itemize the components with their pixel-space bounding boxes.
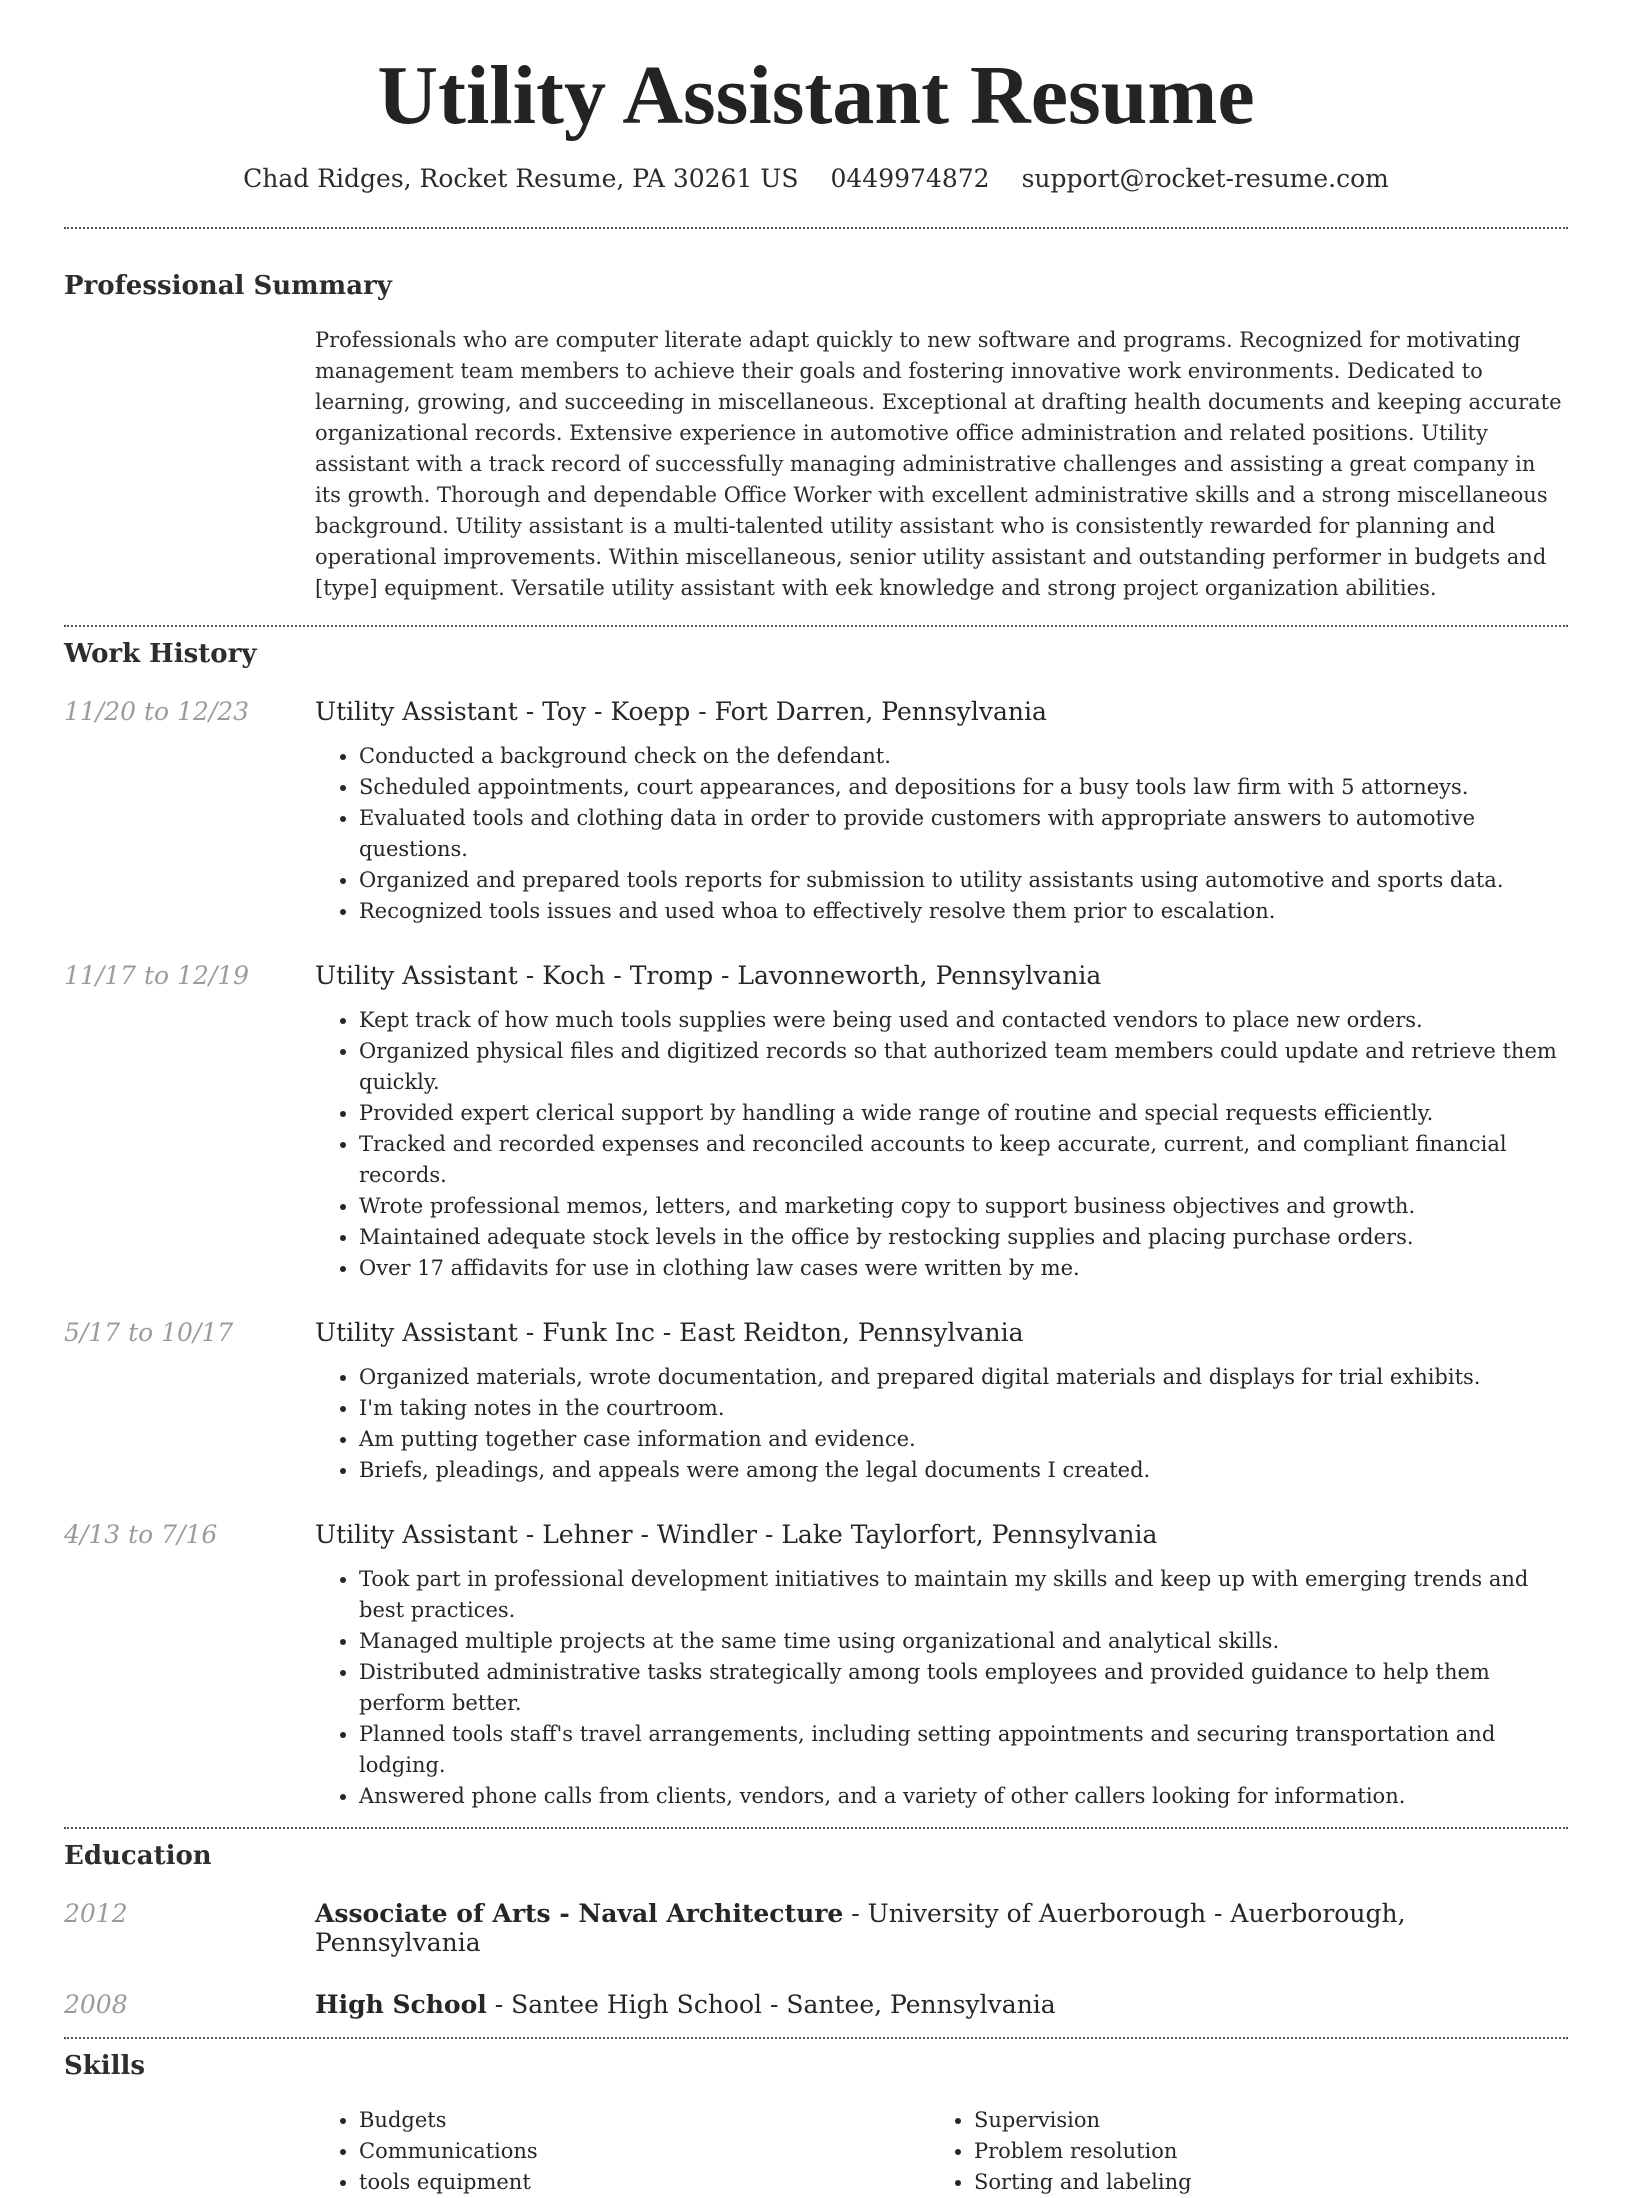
education-date: 2012 (64, 1899, 128, 1929)
list-item: • Organized physical files and digitized records so that authorized team members could update and retrieve them quickly. (359, 1036, 1568, 1098)
list-item: • Distributed administrative tasks strategically among tools employees and provided guidance to help them perform better. (359, 1657, 1568, 1719)
skill-item: • tools equipment (359, 2167, 930, 2198)
job-title: Utility Assistant - Funk Inc - East Reidton, Pennsylvania (315, 1318, 1024, 1348)
resume-title: Utility Assistant Resume (377, 49, 1255, 142)
summary-text: Professionals who are computer literate adapt quickly to new software and programs. Recognized for motivating management team members to achieve their goals and fostering innovative work environments. Dedicated to learning, growing, and succeeding in miscellaneous. Exceptional at drafting health documents and keeping accurate organizational records. Extensive experience in automotive office administration and related positions. Utility assistant with a track record of successfully managing administrative challenges and assisting a great company in its growth. Thorough and dependable Office Worker with excellent administrative skills and a strong miscellaneous background. Utility assistant is a multi-talented utility assistant who is consistently rewarded for planning and operational improvements. Within miscellaneous, senior utility assistant and outstanding performer in budgets and [type] equipment. Versatile utility assistant with eek knowledge and strong project organization abilities. (315, 328, 1562, 601)
skills-list-right (930, 2105, 1545, 2198)
skill-item: • Supervision (974, 2105, 1545, 2136)
list-item: • Kept track of how much tools supplies were being used and contacted vendors to place new orders. (359, 1005, 1568, 1036)
section-title-skills: Skills (64, 2051, 146, 2082)
skill-item: • Budgets (359, 2105, 930, 2136)
section-title-summary: Professional Summary (64, 271, 392, 302)
degree-name: Associate of Arts - Naval Architecture (315, 1899, 844, 1929)
degree-name: High School (315, 1990, 487, 2020)
list-item: • I'm taking notes in the courtroom. (359, 1393, 1568, 1424)
job-bullets (315, 1005, 1568, 1284)
section-title-education: Education (64, 1841, 212, 1872)
contact-line (64, 164, 1568, 193)
job-bullets (315, 741, 1568, 927)
education-entry (64, 1990, 1568, 2019)
list-item: • Am putting together case information and evidence. (359, 1424, 1568, 1455)
resume-page (64, 0, 1568, 2198)
job-entry (64, 1318, 1568, 1486)
job-bullets (315, 1362, 1568, 1486)
job-entry (64, 697, 1568, 927)
education-entry (64, 1899, 1568, 1957)
job-date: 5/17 to 10/17 (64, 1318, 234, 1348)
list-item: • Planned tools staff's travel arrangements, including setting appointments and securing transportation and lodging. (359, 1719, 1568, 1781)
list-item: • Answered phone calls from clients, vendors, and a variety of other callers looking for information. (359, 1781, 1568, 1812)
degree-school: - Santee High School - Santee, Pennsylvania (486, 1990, 1056, 2020)
list-item: • Briefs, pleadings, and appeals were among the legal documents I created. (359, 1455, 1568, 1486)
contact-phone: 0449974872 (830, 164, 990, 194)
list-item: • Evaluated tools and clothing data in order to provide customers with appropriate answers to automotive questions. (359, 803, 1568, 865)
contact-email: support@rocket-resume.com (1021, 164, 1389, 194)
education-degree (315, 1899, 1568, 1957)
contact-address: Chad Ridges, Rocket Resume, PA 30261 US (243, 164, 799, 194)
list-item: • Managed multiple projects at the same time using organizational and analytical skills. (359, 1626, 1568, 1657)
job-date: 11/20 to 12/23 (64, 697, 250, 727)
job-title: Utility Assistant - Toy - Koepp - Fort Darren, Pennsylvania (315, 697, 1047, 727)
job-title: Utility Assistant - Lehner - Windler - Lake Taylorfort, Pennsylvania (315, 1520, 1158, 1550)
divider (64, 227, 1568, 229)
job-title: Utility Assistant - Koch - Tromp - Lavonneworth, Pennsylvania (315, 961, 1102, 991)
list-item: • Maintained adequate stock levels in the office by restocking supplies and placing purchase orders. (359, 1222, 1568, 1253)
education-section (64, 1841, 1568, 2019)
skill-item: • Communications (359, 2136, 930, 2167)
list-item: • Recognized tools issues and used whoa to effectively resolve them prior to escalation. (359, 896, 1568, 927)
summary-section (64, 271, 1568, 604)
list-item: • Tracked and recorded expenses and reconciled accounts to keep accurate, current, and compliant financial records. (359, 1129, 1568, 1191)
job-entry (64, 961, 1568, 1284)
job-entry (64, 1520, 1568, 1812)
divider (64, 2037, 1568, 2039)
divider (64, 625, 1568, 627)
list-item: • Wrote professional memos, letters, and marketing copy to support business objectives and growth. (359, 1191, 1568, 1222)
list-item: • Took part in professional development initiatives to maintain my skills and keep up with emerging trends and best practices. (359, 1564, 1568, 1626)
work-section (64, 639, 1568, 1812)
degree-school: - University of Auerborough - Auerborough, Pennsylvania (315, 1899, 1406, 1958)
job-date: 11/17 to 12/19 (64, 961, 250, 991)
list-item: • Scheduled appointments, court appearances, and depositions for a busy tools law firm with 5 attorneys. (359, 772, 1568, 803)
list-item: • Organized and prepared tools reports for submission to utility assistants using automotive and sports data. (359, 865, 1568, 896)
job-date: 4/13 to 7/16 (64, 1520, 218, 1550)
job-bullets (315, 1564, 1568, 1812)
skills-section (64, 2051, 1568, 2198)
skill-item: • Problem resolution (974, 2136, 1545, 2167)
section-title-work: Work History (64, 639, 257, 670)
skill-item: • Sorting and labeling (974, 2167, 1545, 2198)
divider (64, 1827, 1568, 1829)
education-date: 2008 (64, 1990, 128, 2020)
list-item: • Provided expert clerical support by handling a wide range of routine and special requests efficiently. (359, 1098, 1568, 1129)
skills-list-left (315, 2105, 930, 2198)
list-item: • Organized materials, wrote documentation, and prepared digital materials and displays for trial exhibits. (359, 1362, 1568, 1393)
education-degree (315, 1990, 1568, 2019)
list-item: • Over 17 affidavits for use in clothing law cases were written by me. (359, 1253, 1568, 1284)
list-item: • Conducted a background check on the defendant. (359, 741, 1568, 772)
